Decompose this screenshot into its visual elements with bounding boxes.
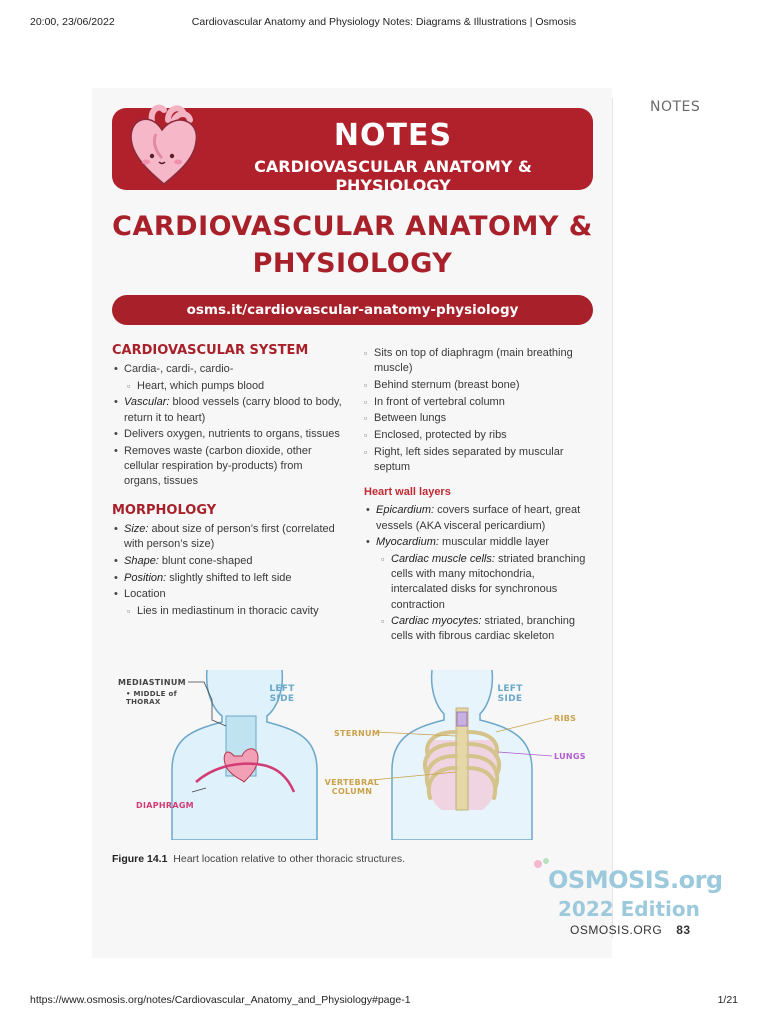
- list-subitem: [364, 395, 594, 410]
- list-item-text: Lies in mediastinum in thoracic cavity: [137, 605, 319, 618]
- label-diaphragm: DIAPHRAGM: [136, 801, 194, 810]
- list-item-text: covers surface of heart, great vessels (AKA visceral pericardium): [376, 504, 581, 532]
- list-item: [112, 522, 342, 552]
- location-list: [364, 346, 594, 475]
- list-item-text: about size of person’s first (correlated with person’s size): [124, 523, 335, 551]
- list-item-text: striated, branching cells with fibrous cardiac skeleton: [391, 615, 576, 643]
- term: Epicardium:: [376, 504, 435, 517]
- resource-link[interactable]: osms.it/cardiovascular-anatomy-physiology: [112, 295, 593, 325]
- list-item-text: Between lungs: [374, 412, 447, 425]
- list-item-text: Enclosed, protected by ribs: [374, 429, 507, 442]
- list-item-text: blood vessels (carry blood to body, return it to heart): [124, 396, 342, 424]
- banner-title: NOTES: [333, 118, 453, 153]
- print-timestamp: 20:00, 23/06/2022: [30, 16, 115, 28]
- list-subitem: [364, 378, 594, 393]
- list-item: [112, 571, 342, 586]
- list-subitem: [364, 552, 594, 613]
- list-subitem: [112, 379, 342, 394]
- list-subitem: [112, 604, 342, 619]
- banner-subtitle: CARDIOVASCULAR ANATOMY & PHYSIOLOGY: [254, 157, 532, 195]
- list-subitem: [364, 428, 594, 443]
- page-title-line-1: CARDIOVASCULAR ANATOMY &: [112, 211, 593, 242]
- list-item-text: Delivers oxygen, nutrients to organs, tissues: [124, 428, 340, 441]
- list-item-text: Heart, which pumps blood: [137, 379, 265, 392]
- list-item-text: Location: [124, 588, 166, 601]
- list-item-text: Behind sternum (breast bone): [374, 378, 520, 391]
- figure-caption-text: Heart location relative to other thoracic structures.: [173, 853, 405, 865]
- page-title: [112, 208, 593, 282]
- term: Shape:: [124, 555, 159, 568]
- list-item: [112, 587, 342, 602]
- morphology-list: [112, 522, 342, 619]
- print-page-title: Cardiovascular Anatomy and Physiology Notes: Diagrams & Illustrations | Osmosis: [191, 16, 577, 28]
- figure-caption-label: Figure 14.1: [112, 853, 168, 865]
- term: Position:: [124, 571, 167, 584]
- margin-divider: [612, 98, 613, 938]
- list-item: [112, 427, 342, 442]
- list-subitem: [364, 411, 594, 426]
- page-footer: [570, 923, 691, 937]
- list-subitem: [364, 346, 594, 376]
- term: Vascular:: [124, 396, 170, 409]
- label-lungs: LUNGS: [554, 752, 586, 761]
- term: Cardiac myocytes:: [391, 615, 482, 628]
- label-left-side-1: LEFT SIDE: [269, 684, 295, 704]
- label-mediastinum: MEDIASTINUM: [118, 678, 186, 687]
- list-item-text: striated branching cells with many mitochondria, intercalated disks for synchronous contraction: [391, 552, 586, 611]
- list-item: [112, 554, 342, 569]
- label-vertebral-column: VERTEBRAL COLUMN: [324, 778, 380, 796]
- list-item-text: slightly shifted to left side: [166, 571, 292, 584]
- list-item-text: In front of vertebral column: [374, 395, 505, 408]
- list-item: [364, 503, 594, 533]
- label-sternum: STERNUM: [334, 729, 381, 738]
- notes-margin-label: NOTES: [650, 99, 701, 115]
- cardiovascular-system-list: [112, 362, 342, 490]
- section-heading-cardiovascular-system: CARDIOVASCULAR SYSTEM: [112, 343, 309, 358]
- section-heading-morphology: MORPHOLOGY: [112, 503, 217, 519]
- list-item-text: Removes waste (carbon dioxide, other cellular respiration by-products) from organs, tissues: [124, 445, 312, 488]
- heart-mascot-icon: [122, 100, 202, 190]
- print-page-count: 1/21: [717, 994, 738, 1006]
- footer-site: OSMOSIS.ORG: [570, 923, 663, 937]
- subsection-heading-heart-wall-layers: Heart wall layers: [364, 486, 451, 499]
- heart-wall-list: [364, 503, 594, 644]
- label-left-side-2: LEFT SIDE: [497, 684, 523, 704]
- term: Cardiac muscle cells:: [391, 552, 495, 565]
- list-item-text: Right, left sides separated by muscular septum: [374, 445, 564, 473]
- list-item: [112, 395, 342, 425]
- term: Myocardium:: [376, 536, 439, 549]
- list-item-text: Sits on top of diaphragm (main breathing muscle): [374, 347, 573, 375]
- edition-label: 2022 Edition: [558, 897, 700, 921]
- term: Size:: [124, 523, 149, 536]
- list-item-text: muscular middle layer: [438, 536, 550, 549]
- osmosis-logo: OSMOSIS.org: [548, 866, 723, 894]
- list-item-text: Cardia-, cardi-, cardio-: [124, 363, 234, 375]
- label-middle-of-thorax: • MIDDLE of THORAX: [126, 690, 177, 706]
- page-title-line-2: PHYSIOLOGY: [252, 248, 453, 279]
- list-item: [364, 535, 594, 550]
- print-url[interactable]: https://www.osmosis.org/notes/Cardiovascular_Anatomy_and_Physiology#page-1: [30, 994, 411, 1006]
- figure-caption: [112, 853, 405, 865]
- footer-page-number: 83: [676, 923, 691, 937]
- list-subitem: [364, 614, 594, 644]
- list-item-text: blunt cone-shaped: [158, 555, 253, 568]
- right-column: [364, 346, 594, 646]
- list-subitem: [364, 445, 594, 475]
- list-item: [112, 444, 342, 490]
- list-item: [112, 362, 342, 377]
- label-ribs: RIBS: [554, 714, 577, 723]
- left-column: [112, 343, 342, 621]
